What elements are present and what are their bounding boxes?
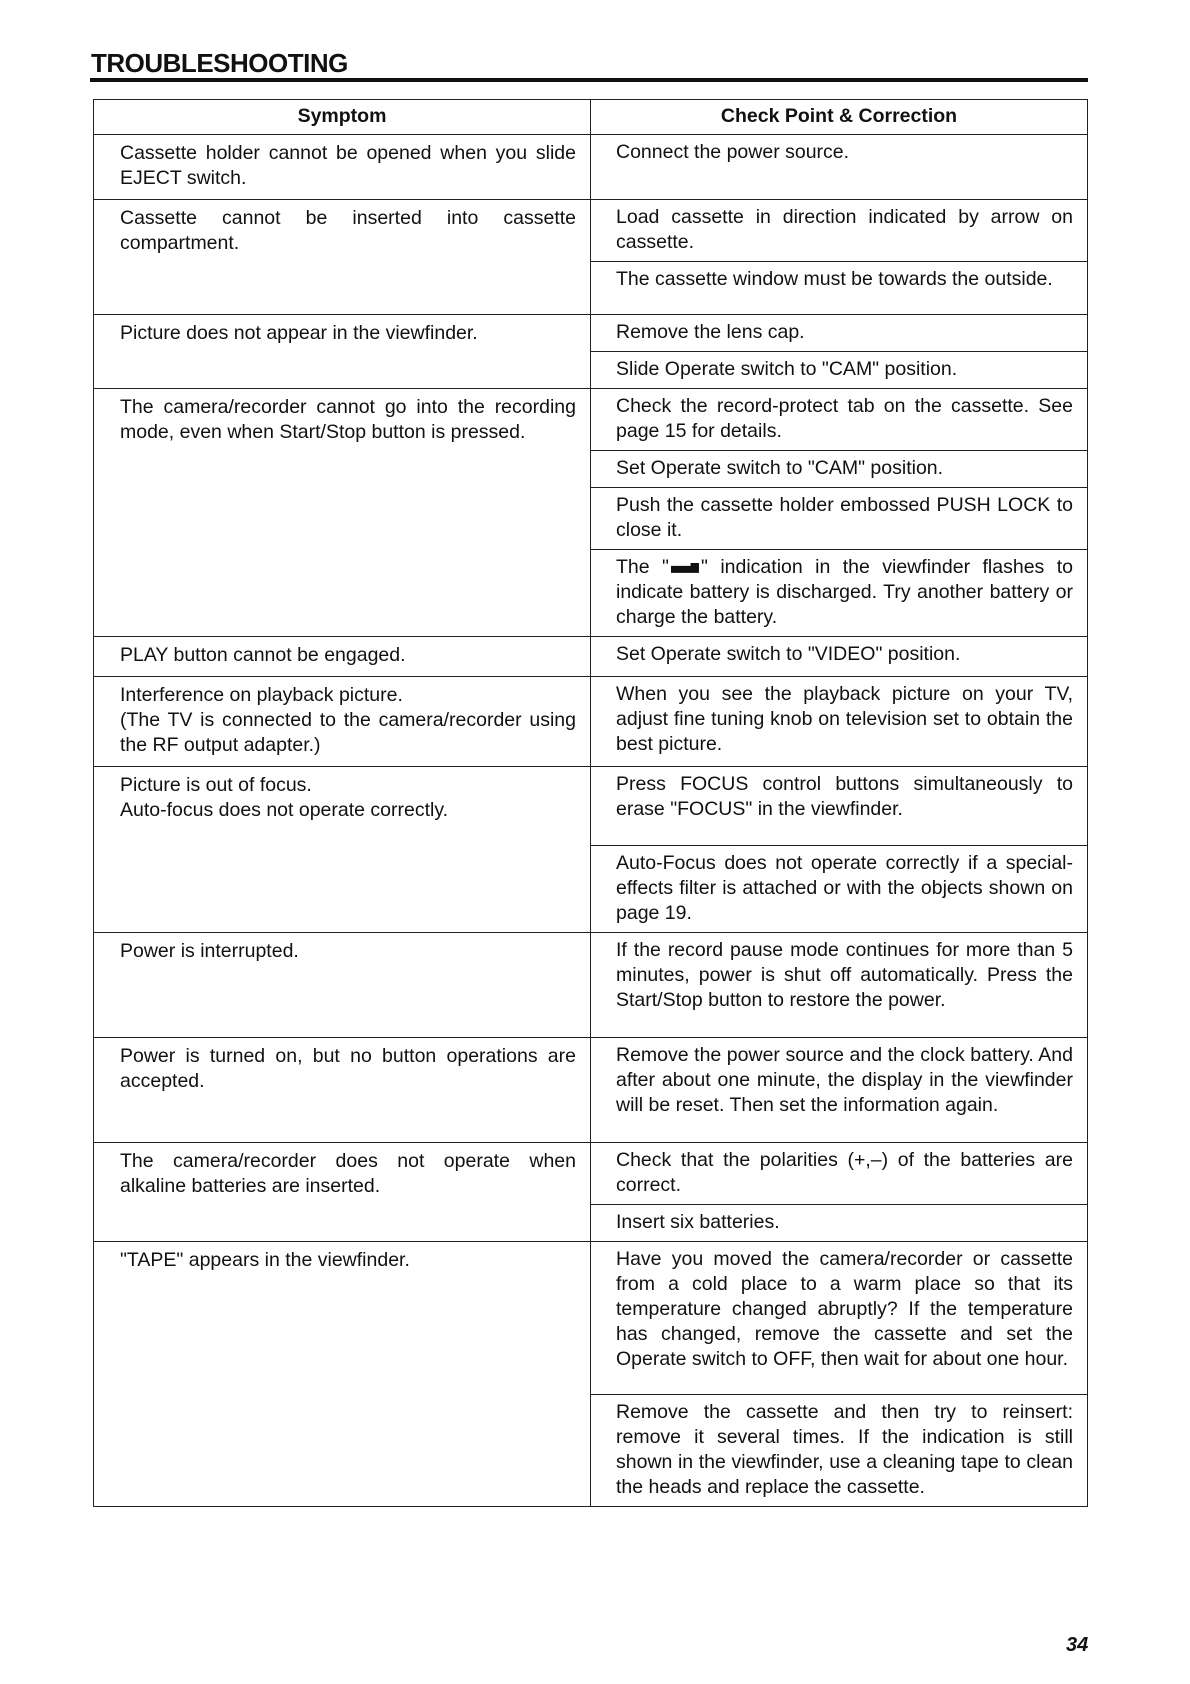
correction-cell: Remove the lens cap. bbox=[591, 315, 1088, 352]
battery-icon bbox=[671, 563, 699, 573]
correction-header: Check Point & Correction bbox=[591, 100, 1088, 135]
table-body bbox=[94, 135, 1088, 1507]
symptom-line: Auto-focus does not operate correctly. bbox=[120, 799, 449, 821]
table-row bbox=[94, 767, 1088, 846]
correction-cell: Set Operate switch to "VIDEO" position. bbox=[591, 637, 1088, 677]
correction-text-before-icon: The " bbox=[616, 556, 669, 578]
table-row bbox=[94, 315, 1088, 352]
table-row bbox=[94, 933, 1088, 1038]
title-rule bbox=[90, 78, 1088, 82]
symptom-cell: "TAPE" appears in the viewfinder. bbox=[94, 1242, 591, 1507]
symptom-cell bbox=[94, 677, 591, 767]
page-number: 34 bbox=[1066, 1634, 1089, 1656]
correction-cell: Connect the power source. bbox=[591, 135, 1088, 200]
correction-cell: Check that the polarities (+,–) of the batteries are correct. bbox=[591, 1143, 1088, 1205]
symptom-line: Picture is out of focus. bbox=[120, 774, 312, 796]
table-row bbox=[94, 135, 1088, 200]
correction-cell: Slide Operate switch to "CAM" position. bbox=[591, 352, 1088, 389]
correction-cell: Have you moved the camera/recorder or cassette from a cold place to a warm place so that its temperature changed abruptly? If the temperature has changed, remove the cassette and set the Operate switch to OFF, then wait for about one hour. bbox=[591, 1242, 1088, 1395]
troubleshooting-table bbox=[93, 99, 1088, 1507]
correction-text-after-icon: " indication in the viewfinder flashes to indicate battery is discharged. Try another battery or charge the battery. bbox=[616, 556, 1073, 628]
table-row bbox=[94, 1038, 1088, 1143]
symptom-cell: The camera/recorder does not operate when alkaline batteries are inserted. bbox=[94, 1143, 591, 1242]
table-row bbox=[94, 389, 1088, 451]
correction-cell bbox=[591, 550, 1088, 637]
correction-cell: If the record pause mode continues for more than 5 minutes, power is shut off automatically. Press the Start/Stop button to restore the power. bbox=[591, 933, 1088, 1038]
symptom-cell: Cassette cannot be inserted into cassette compartment. bbox=[94, 200, 591, 315]
correction-cell: Press FOCUS control buttons simultaneously to erase "FOCUS" in the viewfinder. bbox=[591, 767, 1088, 846]
symptom-cell: Power is interrupted. bbox=[94, 933, 591, 1038]
page-title: TROUBLESHOOTING bbox=[91, 48, 348, 78]
symptom-line: Interference on playback picture. bbox=[120, 684, 403, 706]
correction-cell: Remove the power source and the clock battery. And after about one minute, the display in the viewfinder will be reset. Then set the information again. bbox=[591, 1038, 1088, 1143]
table-row bbox=[94, 1242, 1088, 1395]
correction-cell: Push the cassette holder embossed PUSH LOCK to close it. bbox=[591, 488, 1088, 550]
symptom-cell: Picture does not appear in the viewfinder. bbox=[94, 315, 591, 389]
symptom-header: Symptom bbox=[94, 100, 591, 135]
symptom-line: (The TV is connected to the camera/recorder using the RF output adapter.) bbox=[120, 709, 576, 756]
symptom-cell: Power is turned on, but no button operations are accepted. bbox=[94, 1038, 591, 1143]
correction-cell: When you see the playback picture on your TV, adjust fine tuning knob on television set to obtain the best picture. bbox=[591, 677, 1088, 767]
correction-cell: Auto-Focus does not operate correctly if a special-effects filter is attached or with the objects shown on page 19. bbox=[591, 846, 1088, 933]
table-row bbox=[94, 677, 1088, 767]
table-row bbox=[94, 637, 1088, 677]
symptom-cell: PLAY button cannot be engaged. bbox=[94, 637, 591, 677]
correction-cell: The cassette window must be towards the outside. bbox=[591, 262, 1088, 315]
correction-cell: Check the record-protect tab on the cassette. See page 15 for details. bbox=[591, 389, 1088, 451]
correction-cell: Load cassette in direction indicated by arrow on cassette. bbox=[591, 200, 1088, 262]
correction-cell: Remove the cassette and then try to reinsert: remove it several times. If the indication is still shown in the viewfinder, use a cleaning tape to clean the heads and replace the cassette. bbox=[591, 1395, 1088, 1507]
table-header-row bbox=[94, 100, 1088, 135]
correction-cell: Set Operate switch to "CAM" position. bbox=[591, 451, 1088, 488]
symptom-cell: Cassette holder cannot be opened when you slide EJECT switch. bbox=[94, 135, 591, 200]
symptom-cell bbox=[94, 767, 591, 933]
correction-cell: Insert six batteries. bbox=[591, 1205, 1088, 1242]
table-row bbox=[94, 1143, 1088, 1205]
symptom-cell: The camera/recorder cannot go into the recording mode, even when Start/Stop button is pressed. bbox=[94, 389, 591, 637]
table-row bbox=[94, 200, 1088, 262]
